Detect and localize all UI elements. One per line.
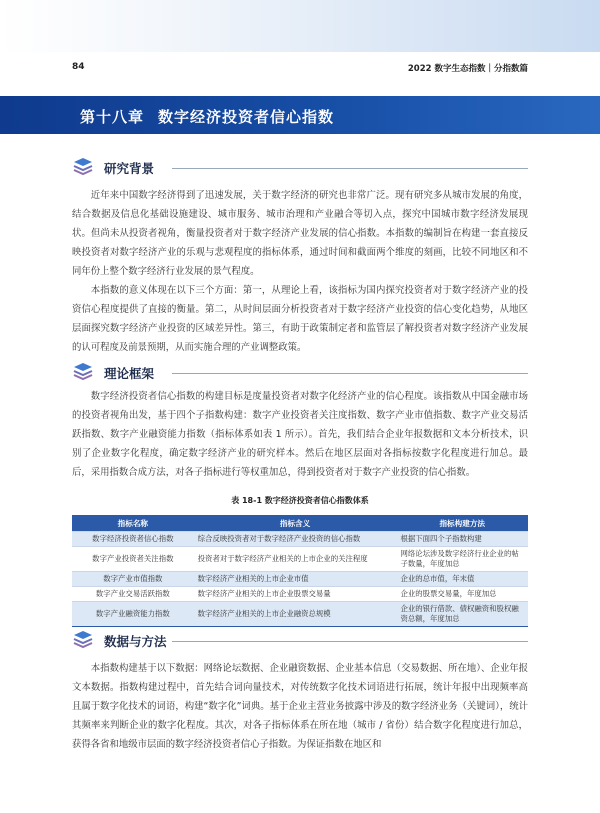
section-heading-framework [72,361,154,385]
chapter-label: 第十八章 [80,108,145,126]
table-cell: 投资者对于数字经济产业相关的上市企业的关注程度 [194,547,397,572]
stacked-layers-icon [72,156,94,180]
header-banner [0,0,600,52]
table-row [72,587,528,602]
stacked-layers-icon [72,361,94,385]
table-cell: 数字产业市值指数 [72,572,194,587]
table-cell: 数字产业融资能力指数 [72,602,194,627]
paragraph: 近年来中国数字经济得到了迅速发展，关于数字经济的研究也非常广泛。现有研究多从城市发展的角度，结合数据及信息化基础设施建设、城市服务、城市治理和产业融合等切入点，探究中国城市数字经济发展现状。但尚未从投资者视角，衡量投资者对于数字经济产业发展的信心指数。本指数的编制旨在构建一套直接反映投资者对数字经济产业的乐观与悲观程度的指标体系，通过时间和截面两个维度的刻画，比较不同地区和不同年份上整个数字经济行业发展的景气程度。 [72,190,528,277]
table-cell: 综合反映投资者对于数字经济产业投资的信心指数 [194,532,397,547]
table-cell: 数字产业投资者关注指数 [72,547,194,572]
table-caption: 表 18-1 数字经济投资者信心指数体系 [231,496,369,505]
table-cell: 数字产业交易活跃指数 [72,587,194,602]
table-row [72,572,528,587]
table-header-cell: 指标含义 [194,515,397,532]
paragraph: 本指数构建基于以下数据：网络论坛数据、企业融资数据、企业基本信息（交易数据、所在地）、企业年报文本数据。指数构建过程中，首先结合词向量技术，对传统数字化技术词语进行拓展，统计年报中出现频率高且属于数字化技术的词语，构建“数字化”词典。基于企业主营业务披露中涉及的数字经济业务（关键词），统计其频率来判断企业的数字化程度。其次，对各子指标体系在所在地（城市 / 省份）结合数字化程度进行加总，获得各省和地级市层面的数字经济投资者信心子指数。为保证指数在地区和 [72,663,528,750]
running-head: 2022 数字生态指数｜分指数篇 [407,64,528,74]
section-divider [172,641,528,642]
chapter-title: 数字经济投资者信心指数 [158,108,335,126]
table-cell: 企业的股票交易量，年度加总 [396,587,528,602]
table-header-cell: 指标构建方法 [396,515,528,532]
table-cell: 数字经济产业相关的上市企业融资总规模 [194,602,397,627]
section-divider [172,168,528,169]
table-cell: 根据下面四个子指数构建 [396,532,528,547]
section-title: 理论框架 [104,366,155,381]
table-row [72,547,528,572]
table-header-row [72,515,528,532]
section-body-data-methods [72,659,528,754]
section-title: 研究背景 [104,161,155,176]
table-cell: 网络论坛涉及数字经济行业企业的帖子数量，年度加总 [396,547,528,572]
paragraph: 本指数的意义体现在以下三个方面：第一，从理论上看，该指标为国内探究投资者对于数字经济产业的投资信心程度提供了直接的衡量。第二，从时间层面分析投资者对于数字经济产业投资的信心变化趋势，从地区层面探究数字经济产业投资的区域差异性。第三，有助于政策制定者和监管层了解投资者对数字经济产业发展的认可程度及前景预期，从而实施合理的产业调整政策。 [72,285,528,353]
paragraph: 数字经济投资者信心指数的构建目标是度量投资者对数字化经济产业的信心程度。该指数从中国金融市场的投资者视角出发，基于四个子指数构建：数字产业投资者关注度指数、数字产业市值指数、数字产业交易活跃指数、数字产业融资能力指数（指标体系如表 1 所示）。首先，我们结合企业年报数据和文本分析技术，识别了企业数字化程度，确定数字经济产业的研究样本。然后在地区层面对各指标按数字化程度进行加总。最后，采用指数合成方法，对各子指标进行等权重加总，得到投资者对于数字产业投资的信心指数。 [72,391,528,478]
table-cell: 企业的银行借款、债权融资和股权融资总额，年度加总 [396,602,528,627]
table-cell: 数字经济投资者信心指数 [72,532,194,547]
indicator-table [72,515,528,627]
section-divider [172,373,528,374]
table-cell: 数字经济产业相关的上市企业市值 [194,572,397,587]
section-body-framework [72,387,528,482]
table-cell: 数字经济产业相关的上市企业股票交易量 [194,587,397,602]
table-row [72,532,528,547]
section-heading-background [72,156,154,180]
chapter-bar [0,96,600,134]
page-number: 84 [72,62,85,72]
table-cell: 企业的总市值，年末值 [396,572,528,587]
section-body-background [72,186,528,357]
table-header-cell: 指标名称 [72,515,194,532]
table-row [72,602,528,627]
stacked-layers-icon [72,629,94,653]
section-title: 数据与方法 [104,634,167,649]
section-heading-data-methods [72,629,167,653]
